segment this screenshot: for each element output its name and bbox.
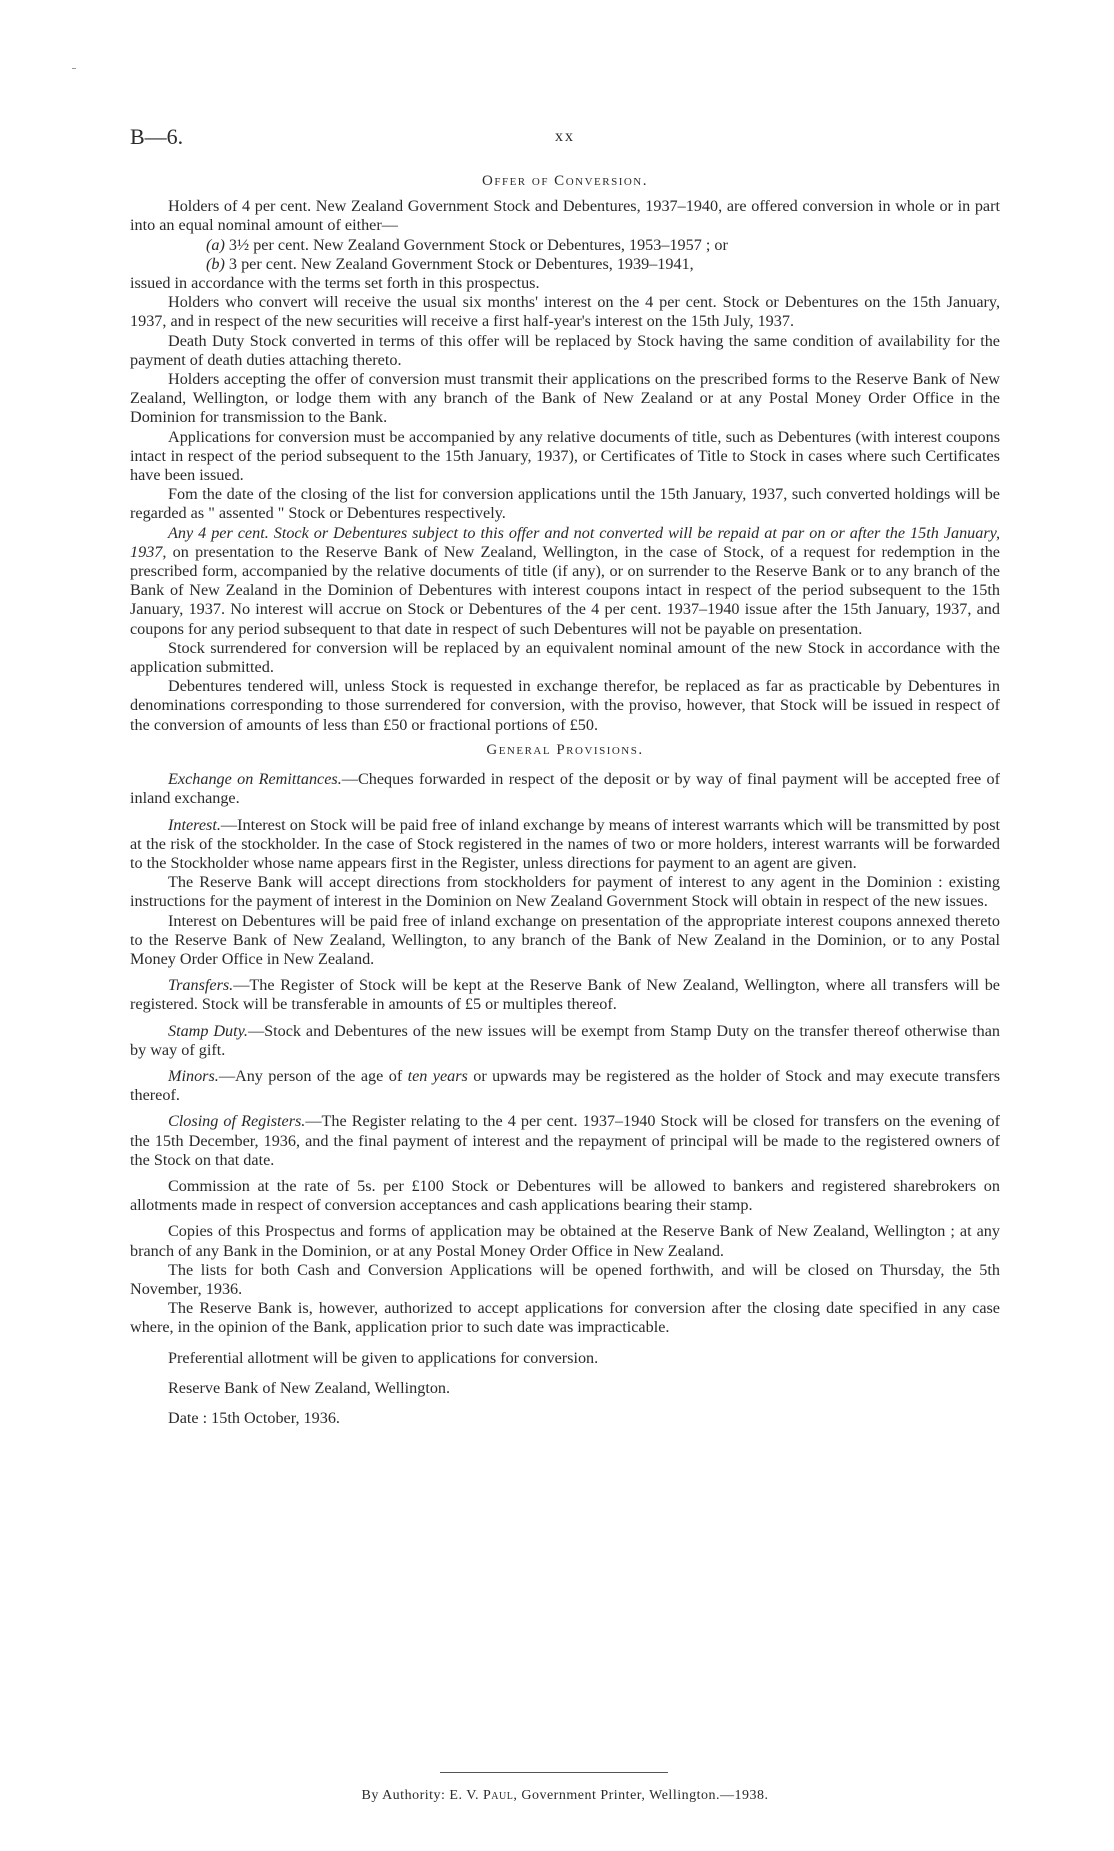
imprint-printer-name: Paul [483,1788,514,1803]
paragraph-debentures-tendered: Debentures tendered will, unless Stock is requested in exchange therefor, be replaced as far as practicable by Debentures in denominations corresponding to those surrendered for conversion, with the proviso, however, that Stock will be issued in respect of the conversion of amounts of less than £50 or fractional portions of £50. [130,677,1000,734]
stamp-title: Stamp Duty. [168,1021,248,1040]
imprint-suffix: , Government Printer, Wellington.—1938. [513,1788,769,1803]
paragraph-death-duty: Death Duty Stock converted in terms of this offer will be replaced by Stock having the same condition of availability for the payment of death duties attaching thereto. [130,331,1000,369]
offer-intro: Holders of 4 per cent. New Zealand Government Stock and Debentures, 1937–1940, are offered conversion in whole or in part into an equal nominal amount of either— [130,197,1000,235]
minors-text-a: —Any person of the age of [218,1066,408,1085]
option-a-marker: (a) [206,235,225,254]
option-b [206,255,1000,274]
paragraph-holders-accepting: Holders accepting the offer of conversion must transmit their applications on the prescribed forms to the Reserve Bank of New Zealand, Wellington, or lodge them with any branch of the Bank of New Zealand or at any Postal Money Order Office in the Dominion for transmission to the Bank. [130,370,1000,427]
signature-date: Date : 15th October, 1936. [168,1408,340,1427]
paragraph-commission: Commission at the rate of 5s. per £100 Stock or Debentures will be allowed to bankers and registered sharebrokers on allotments made in respect of conversion acceptances and cash applications bearing their stamp. [130,1176,1000,1215]
option-a [206,236,1000,255]
transfers-text: —The Register of Stock will be kept at the Reserve Bank of New Zealand, Wellington, where all transfers will be registered. Stock will be transferable in amounts of £5 or multiples thereof. [130,976,1000,1014]
offer-heading: Offer of Conversion. [482,173,648,189]
minors-title: Minors. [168,1066,219,1085]
scan-mark [72,68,76,69]
minors-italic: ten years [407,1066,468,1085]
closing-block [130,1349,1000,1429]
exchange-text: —Cheques forwarded in respect of the deposit or by way of final payment will be accepted free of inland exchange. [130,770,1000,808]
footer-divider [440,1772,668,1773]
paragraph-interest-debentures: Interest on Debentures will be paid free of inland exchange on presentation of the appropriate interest coupons annexed thereto to the Reserve Bank of New Zealand, Wellington, to any branch of the Bank of New Zealand in the Dominion, or to any Postal Money Order Office in New Zealand. [130,911,1000,968]
interest-title: Interest. [168,815,221,834]
paragraph-copies: Copies of this Prospectus and forms of application may be obtained at the Reserve Bank of New Zealand, Wellington ; at any branch of any Bank in the Dominion, or at any Postal Money Order Office in New Zealand. [130,1222,1000,1260]
closing-text: —The Register relating to the 4 per cent. 1937–1940 Stock will be closed for transfers on the evening of the 15th December, 1936, and the final payment of interest and the repayment of principal will be made to the registered owners of the Stock on that date. [130,1112,1000,1169]
issued-line: issued in accordance with the terms set forth in this prospectus. [130,274,540,293]
printer-imprint [130,1788,1000,1804]
paragraph-preferential: Preferential allotment will be given to applications for conversion. [168,1348,599,1367]
paragraph-holders-convert: Holders who convert will receive the usual six months' interest on the 4 per cent. Stock or Debentures on the 15th January, 1937, and in respect of the new securities will receive a first half-year's interest on the 15th July, 1937. [130,293,1000,331]
interest-text: —Interest on Stock will be paid free of inland exchange by means of interest warrants which will be transmitted by post at the risk of the stockholder. In the case of Stock registered in the names of two or more holders, interest warrants will be forwarded to the Stockholder whose name appears first in the Register, unless directions for payment to an agent are given. [130,815,1000,872]
option-b-text: 3 per cent. New Zealand Government Stock or Debentures, 1939–1941, [228,254,694,273]
paragraph-minors [130,1067,1000,1105]
stamp-text: —Stock and Debentures of the new issues will be exempt from Stamp Duty on the transfer thereof otherwise than by way of gift. [130,1021,1000,1059]
paragraph-repayment [130,524,1000,639]
paragraph-applications: Applications for conversion must be accompanied by any relative documents of title, such as Debentures (with interest coupons intact in respect of the period subsequent to the 15th January, 1937), or Certificates of Title to Stock in cases where such Certificates have been issued. [130,427,1000,485]
transfers-title: Transfers. [168,976,234,995]
paragraph-from-date: Fom the date of the closing of the list for conversion applications until the 15th January, 1937, such converted holdings will be regarded as " assented " Stock or Debentures respectively. [130,485,1000,523]
paragraph-interest [130,816,1000,874]
page-header [130,124,1000,154]
imprint-prefix: By Authority: E. V. [361,1788,484,1803]
closing-title: Closing of Registers. [168,1112,306,1131]
paragraph-transfers [130,976,1000,1014]
paragraph-stock-surrendered: Stock surrendered for conversion will be replaced by an equivalent nominal amount of the new Stock in accordance with the application submitted. [130,638,1000,677]
paragraph-authorized: The Reserve Bank is, however, authorized to accept applications for conversion after the closing date specified in any case where, in the opinion of the Bank, application prior to such date was impracticable. [130,1299,1000,1337]
paragraph-reserve-directions: The Reserve Bank will accept directions from stockholders for payment of interest to any agent in the Dominion : existing instructions for the payment of interest in the Dominion on New Zealand Government Stock will obtain in respect of the new issues. [130,873,1000,911]
paragraph-stamp-duty [130,1022,1000,1060]
option-b-marker: (b) [206,254,225,273]
page-reference: B—6. [130,124,184,149]
minors-text-b: or upwards may be registered as the holder of Stock and may execute transfers thereof. [130,1066,1000,1105]
page-number: xx [555,128,575,145]
paragraph-closing-registers [130,1112,1000,1170]
general-heading: General Provisions. [486,741,644,758]
repayment-text: on presentation to the Reserve Bank of New Zealand, Wellington, in the case of Stock, of a request for redemption in the prescribed form, accompanied by the relative documents of title (if any), or on surrender to the Reserve Bank or to any branch of the Bank of New Zealand in the Dominion of Debentures with interest coupons intact in respect of the period subsequent to the 15th January, 1937. No interest will accrue on Stock or Debentures of the 4 per cent. 1937–1940 issue after the 15th January, 1937, and coupons for any period subsequent to that date in respect of such Debentures will not be payable on presentation. [130,542,1000,638]
document-body [130,172,1000,1428]
paragraph-lists: The lists for both Cash and Conversion Applications will be opened forthwith, and will be closed on Thursday, the 5th November, 1936. [130,1260,1000,1298]
repayment-italic: Any 4 per cent. Stock or Debentures subject to this offer and not converted will be repaid at par on or after the 15th January, 1937, [130,523,1000,561]
option-a-text: 3½ per cent. New Zealand Government Stock or Debentures, 1953–1957 ; or [228,235,728,254]
paragraph-exchange [130,770,1000,808]
signature-bank: Reserve Bank of New Zealand, Wellington. [168,1378,451,1397]
exchange-title: Exchange on Remittances. [168,770,342,789]
